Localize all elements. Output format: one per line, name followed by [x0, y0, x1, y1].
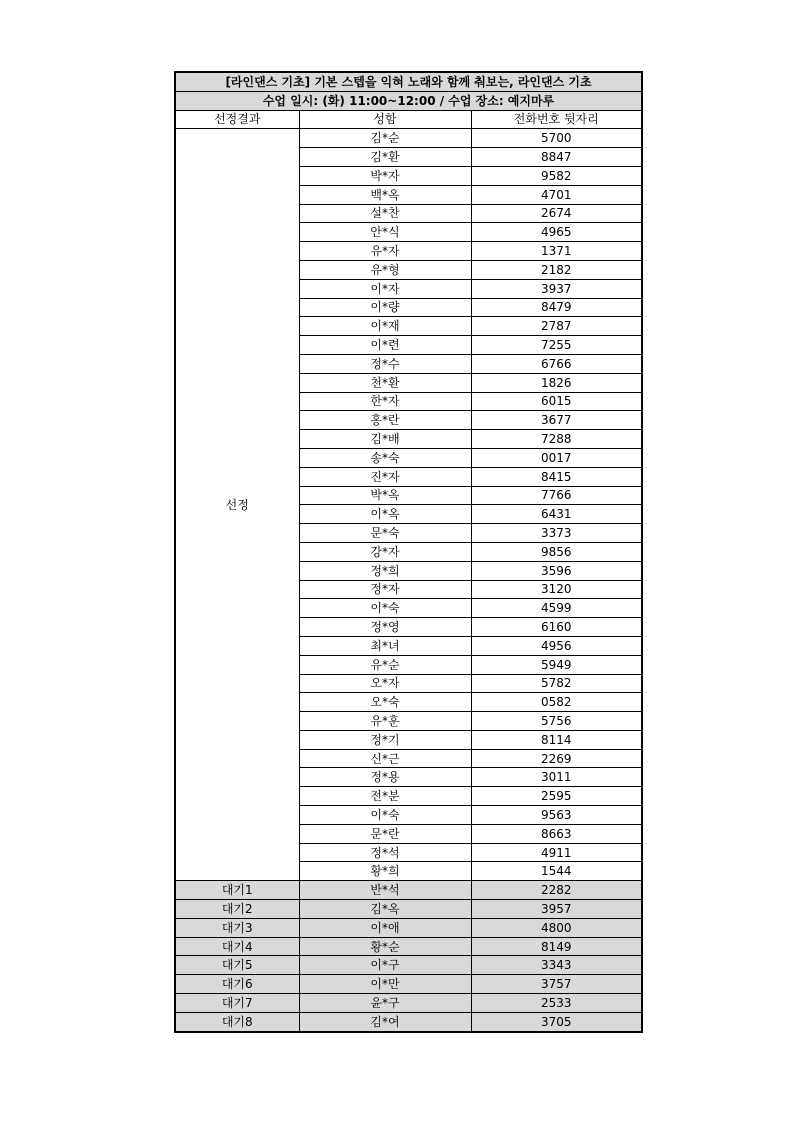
waitlist-rank: 대기2	[175, 900, 299, 919]
applicant-name: 오*숙	[299, 693, 471, 712]
applicant-name: 황*희	[299, 862, 471, 881]
applicant-name: 김*옥	[299, 900, 471, 919]
applicant-name: 정*기	[299, 730, 471, 749]
applicant-name: 정*석	[299, 843, 471, 862]
applicant-name: 이*재	[299, 317, 471, 336]
phone-last-digits: 5782	[471, 674, 642, 693]
applicant-name: 반*석	[299, 881, 471, 900]
subtitle-row	[175, 91, 642, 110]
phone-last-digits: 5700	[471, 129, 642, 148]
class-schedule: 수업 일시: (화) 11:00~12:00 / 수업 장소: 예지마루	[175, 91, 642, 110]
phone-last-digits: 9563	[471, 806, 642, 825]
phone-last-digits: 4599	[471, 599, 642, 618]
phone-last-digits: 3957	[471, 900, 642, 919]
applicant-name: 송*숙	[299, 448, 471, 467]
waitlist-row	[175, 975, 642, 994]
applicant-name: 이*자	[299, 279, 471, 298]
applicant-name: 백*옥	[299, 185, 471, 204]
phone-last-digits: 0582	[471, 693, 642, 712]
results-table	[174, 71, 643, 1033]
phone-last-digits: 1544	[471, 862, 642, 881]
column-header-result: 선정결과	[175, 110, 299, 129]
phone-last-digits: 3011	[471, 768, 642, 787]
applicant-name: 정*용	[299, 768, 471, 787]
applicant-name: 강*자	[299, 542, 471, 561]
waitlist-rank: 대기8	[175, 1012, 299, 1031]
applicant-name: 천*환	[299, 373, 471, 392]
phone-last-digits: 3937	[471, 279, 642, 298]
phone-last-digits: 7255	[471, 336, 642, 355]
phone-last-digits: 4701	[471, 185, 642, 204]
phone-last-digits: 2282	[471, 881, 642, 900]
applicant-name: 한*자	[299, 392, 471, 411]
applicant-name: 이*련	[299, 336, 471, 355]
waitlist-row	[175, 900, 642, 919]
phone-last-digits: 4965	[471, 223, 642, 242]
phone-last-digits: 3343	[471, 956, 642, 975]
applicant-name: 이*숙	[299, 599, 471, 618]
waitlist-row	[175, 994, 642, 1013]
applicant-name: 문*숙	[299, 524, 471, 543]
phone-last-digits: 8663	[471, 824, 642, 843]
applicant-name: 정*자	[299, 580, 471, 599]
phone-last-digits: 5756	[471, 712, 642, 731]
title-row	[175, 72, 642, 91]
applicant-name: 정*희	[299, 561, 471, 580]
applicant-name: 정*수	[299, 354, 471, 373]
applicant-name: 진*자	[299, 467, 471, 486]
phone-last-digits: 1371	[471, 242, 642, 261]
phone-last-digits: 4800	[471, 918, 642, 937]
phone-last-digits: 1826	[471, 373, 642, 392]
column-header-phone: 전화번호 뒷자리	[471, 110, 642, 129]
applicant-name: 이*만	[299, 975, 471, 994]
applicant-name: 신*근	[299, 749, 471, 768]
waitlist-row	[175, 918, 642, 937]
applicant-name: 오*자	[299, 674, 471, 693]
phone-last-digits: 3596	[471, 561, 642, 580]
applicant-name: 박*옥	[299, 486, 471, 505]
applicant-name: 안*식	[299, 223, 471, 242]
applicant-name: 이*애	[299, 918, 471, 937]
column-header-name: 성함	[299, 110, 471, 129]
applicant-name: 윤*구	[299, 994, 471, 1013]
phone-last-digits: 0017	[471, 448, 642, 467]
applicant-name: 전*분	[299, 787, 471, 806]
applicant-name: 유*자	[299, 242, 471, 261]
waitlist-rank: 대기7	[175, 994, 299, 1013]
phone-last-digits: 8114	[471, 730, 642, 749]
applicant-name: 황*순	[299, 937, 471, 956]
selection-result-cell: 선정	[175, 129, 299, 881]
phone-last-digits: 8415	[471, 467, 642, 486]
phone-last-digits: 3120	[471, 580, 642, 599]
phone-last-digits: 2787	[471, 317, 642, 336]
applicant-name: 설*찬	[299, 204, 471, 223]
waitlist-rank: 대기3	[175, 918, 299, 937]
phone-last-digits: 7766	[471, 486, 642, 505]
applicant-name: 박*자	[299, 166, 471, 185]
waitlist-rank: 대기4	[175, 937, 299, 956]
applicant-name: 김*여	[299, 1012, 471, 1031]
applicant-name: 이*숙	[299, 806, 471, 825]
phone-last-digits: 9582	[471, 166, 642, 185]
waitlist-rank: 대기5	[175, 956, 299, 975]
applicant-name: 김*배	[299, 430, 471, 449]
applicant-name: 이*량	[299, 298, 471, 317]
phone-last-digits: 4911	[471, 843, 642, 862]
phone-last-digits: 8847	[471, 148, 642, 167]
phone-last-digits: 4956	[471, 636, 642, 655]
document-title: [라인댄스 기초] 기본 스텝을 익혀 노래와 함께 춰보는, 라인댄스 기초	[175, 72, 642, 91]
phone-last-digits: 3677	[471, 411, 642, 430]
waitlist-rank: 대기6	[175, 975, 299, 994]
phone-last-digits: 6766	[471, 354, 642, 373]
applicant-name: 김*순	[299, 129, 471, 148]
applicant-name: 유*훈	[299, 712, 471, 731]
applicant-name: 문*란	[299, 824, 471, 843]
phone-last-digits: 3757	[471, 975, 642, 994]
phone-last-digits: 2674	[471, 204, 642, 223]
phone-last-digits: 3373	[471, 524, 642, 543]
phone-last-digits: 6431	[471, 505, 642, 524]
waitlist-row	[175, 956, 642, 975]
phone-last-digits: 2533	[471, 994, 642, 1013]
applicant-name: 유*형	[299, 260, 471, 279]
applicant-name: 유*순	[299, 655, 471, 674]
phone-last-digits: 2595	[471, 787, 642, 806]
phone-last-digits: 8149	[471, 937, 642, 956]
applicant-name: 최*녀	[299, 636, 471, 655]
phone-last-digits: 5949	[471, 655, 642, 674]
applicant-name: 홍*란	[299, 411, 471, 430]
waitlist-row	[175, 937, 642, 956]
phone-last-digits: 9856	[471, 542, 642, 561]
phone-last-digits: 8479	[471, 298, 642, 317]
header-row	[175, 110, 642, 129]
phone-last-digits: 6015	[471, 392, 642, 411]
applicant-name: 이*구	[299, 956, 471, 975]
selected-row	[175, 129, 642, 148]
phone-last-digits: 3705	[471, 1012, 642, 1031]
phone-last-digits: 6160	[471, 618, 642, 637]
waitlist-rank: 대기1	[175, 881, 299, 900]
phone-last-digits: 2182	[471, 260, 642, 279]
phone-last-digits: 2269	[471, 749, 642, 768]
applicant-name: 정*영	[299, 618, 471, 637]
waitlist-row	[175, 1012, 642, 1031]
phone-last-digits: 7288	[471, 430, 642, 449]
applicant-name: 이*옥	[299, 505, 471, 524]
applicant-name: 김*환	[299, 148, 471, 167]
waitlist-row	[175, 881, 642, 900]
